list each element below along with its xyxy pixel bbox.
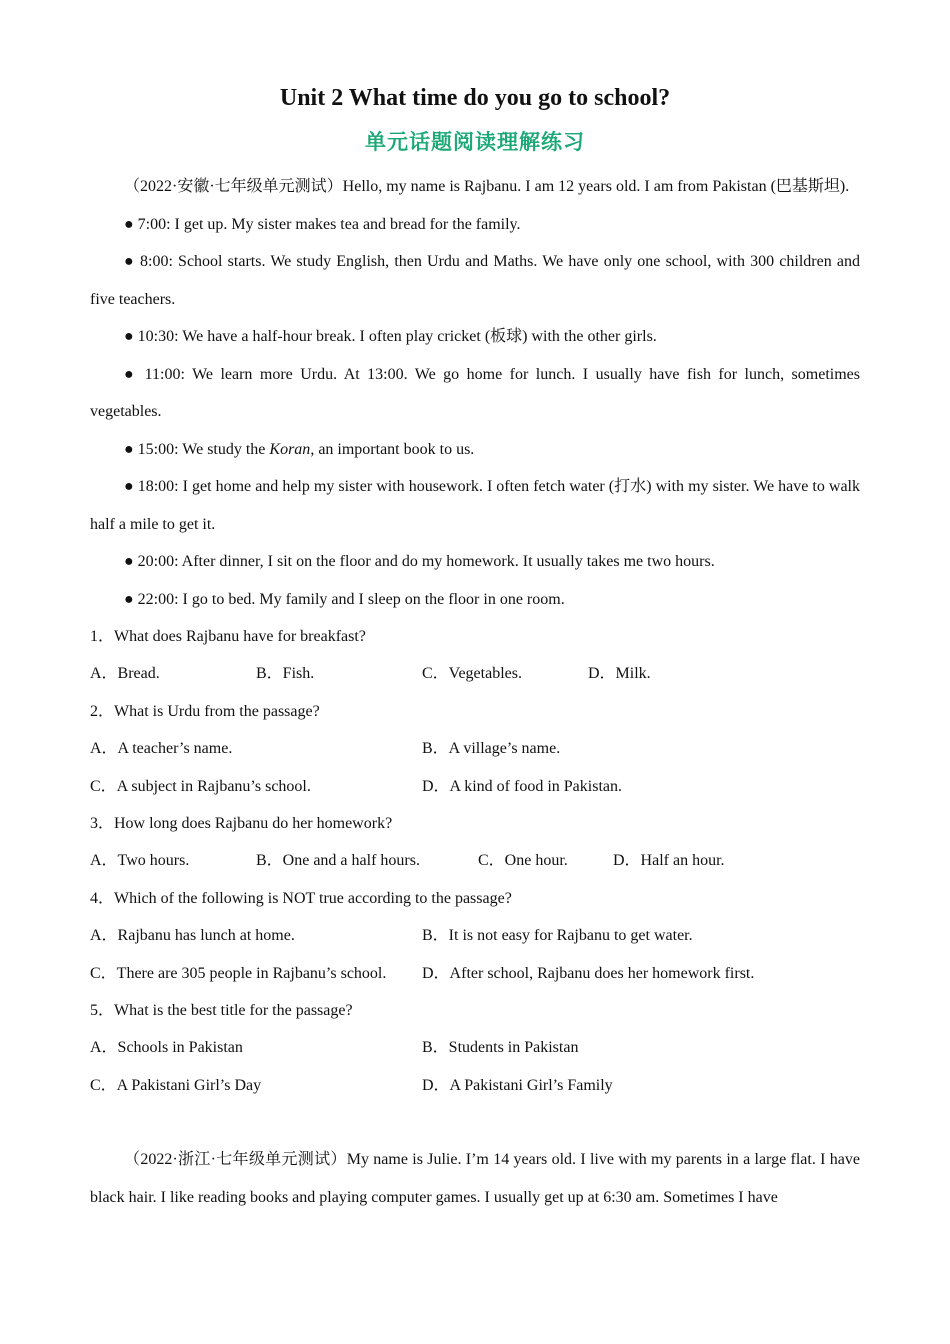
passage2-source: （2022·浙江·七年级单元测试） (124, 1151, 347, 1169)
book-title: Koran (269, 440, 311, 458)
option-a: A．A teacher’s name. (90, 740, 233, 758)
option-b: B．It is not easy for Rajbanu to get water. (422, 927, 693, 945)
option-d: D．After school, Rajbanu does her homework first. (422, 964, 755, 982)
schedule-item: ● 11:00: We learn more Urdu. At 13:00. We go home for lunch. I usually have fish for lunch, sometimes vegetables. (90, 365, 860, 420)
schedule-item: ● 10:30: We have a half-hour break. I often play cricket (板球) with the other girls. (124, 328, 657, 345)
question-stem: 3．How long does Rajbanu do her homework? (90, 815, 393, 833)
option-a: A．Two hours. (90, 852, 190, 870)
option-c: C．One hour. (478, 852, 568, 870)
options-row (90, 917, 860, 954)
options-row (90, 955, 860, 992)
passage1-intro (90, 168, 860, 206)
schedule-item-text: ● 15:00: We study the (124, 440, 270, 458)
passage2-intro (90, 1141, 860, 1216)
option-d: D．Half an hour. (613, 852, 725, 870)
option-c: C．A subject in Rajbanu’s school. (90, 777, 311, 795)
option-d: D．A kind of food in Pakistan. (422, 777, 622, 795)
option-a: A．Bread. (90, 665, 160, 683)
section-gap (90, 1104, 860, 1141)
option-b: B．Students in Pakistan (422, 1039, 579, 1057)
passage1-source: （2022·安徽·七年级单元测试） (124, 178, 343, 195)
page-title: Unit 2 What time do you go to school? (279, 85, 671, 111)
options-row (90, 1029, 860, 1066)
options-row (90, 1067, 860, 1104)
option-a: A．Rajbanu has lunch at home. (90, 927, 295, 945)
option-b: B．Fish. (256, 665, 315, 683)
option-d: D．Milk. (588, 665, 651, 683)
page-subtitle: 单元话题阅读理解练习 (365, 130, 585, 154)
question-stem: 4．Which of the following is NOT true according to the passage? (90, 889, 512, 907)
option-b: B．A village’s name. (422, 740, 561, 758)
options-row (90, 655, 860, 692)
options-row (90, 730, 860, 767)
question-stem: 1．What does Rajbanu have for breakfast? (90, 628, 366, 645)
schedule-item: ● 18:00: I get home and help my sister with housework. I often fetch water (打水) with my sister. We have to walk half a mile to get it. (90, 478, 860, 533)
option-c: C．Vegetables. (422, 665, 522, 683)
options-row (90, 842, 860, 879)
schedule-item: ● 7:00: I get up. My sister makes tea and bread for the family. (124, 215, 521, 233)
schedule-item-text: , an important book to us. (310, 440, 475, 458)
passage1-intro-text: Hello, my name is Rajbanu. I am 12 years old. I am from Pakistan (巴基斯坦). (342, 178, 850, 195)
option-c: C．A Pakistani Girl’s Day (90, 1076, 262, 1094)
schedule-item (90, 431, 860, 469)
option-d: D．A Pakistani Girl’s Family (422, 1076, 613, 1094)
option-b: B．One and a half hours. (256, 852, 420, 870)
option-c: C．There are 305 people in Rajbanu’s school. (90, 964, 387, 982)
options-row (90, 768, 860, 805)
question-stem: 5．What is the best title for the passage? (90, 1002, 353, 1020)
schedule-item: ● 22:00: I go to bed. My family and I sleep on the floor in one room. (124, 590, 565, 608)
schedule-item: ● 20:00: After dinner, I sit on the floor and do my homework. It usually takes me two hours. (124, 553, 715, 570)
document-page (90, 80, 860, 1216)
passage2-text: My name is Julie. I’m 14 years old. I live with my parents in a large flat. I have black hair. I like reading books and playing computer games. I usually get up at 6:30 am. Sometimes I have (90, 1151, 860, 1206)
schedule-item: ● 8:00: School starts. We study English, then Urdu and Maths. We have only one school, with 300 children and five teachers. (90, 253, 860, 308)
option-a: A．Schools in Pakistan (90, 1039, 243, 1057)
question-stem: 2．What is Urdu from the passage? (90, 702, 320, 720)
